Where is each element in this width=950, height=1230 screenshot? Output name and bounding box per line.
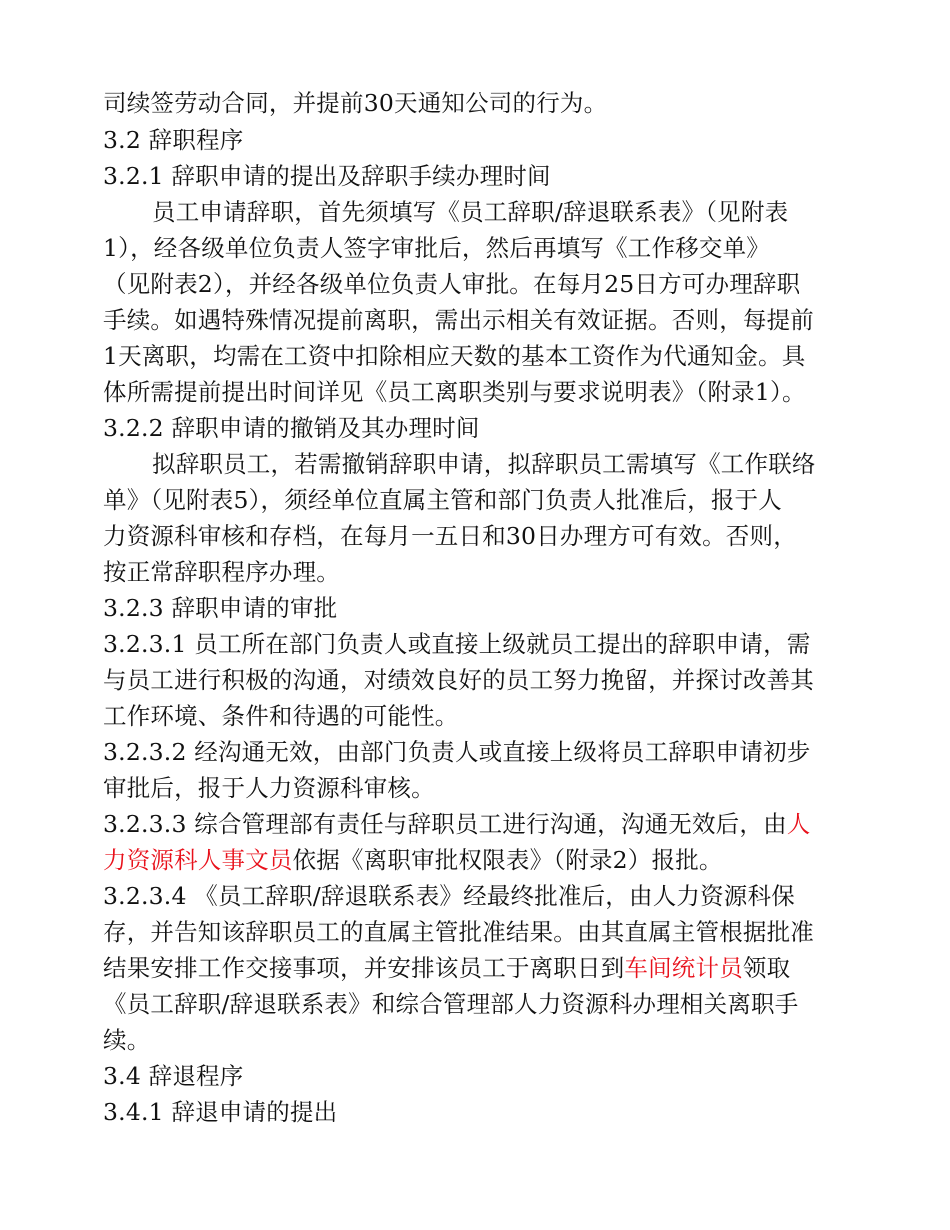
highlighted-text: 车间统计员 (624, 954, 743, 982)
text-line: 员工申请辞职，首先须填写《员工辞职/辞退联系表》（见附表 (152, 198, 789, 226)
text-segment: 依据《离职审批权限表》（附录2）报批。 (292, 846, 723, 874)
highlighted-text: 力资源科人事文员 (103, 846, 293, 874)
text-segment: 结果安排工作交接事项，并安排该员工于离职日到 (103, 954, 625, 982)
text-line: 与员工进行积极的沟通，对绩效良好的员工努力挽留，并探讨改善其 (103, 666, 814, 694)
text-line: 存，并告知该辞职员工的直属主管批准结果。由其直属主管根据批准 (103, 918, 814, 946)
text-line: 工作环境、条件和待遇的可能性。 (103, 702, 459, 730)
text-line: 体所需提前提出时间详见《员工离职类别与要求说明表》（附录1）。 (103, 378, 806, 406)
subsection-heading: 3.2.3 辞职申请的审批 (103, 594, 338, 622)
text-line: 手续。如遇特殊情况提前离职，需出示相关有效证据。否则，每提前 (103, 306, 814, 334)
text-line: 1），经各级单位负责人签字审批后，然后再填写《工作移交单》 (103, 234, 771, 262)
text-line: 续。 (103, 1026, 151, 1054)
text-segment: 领取 (742, 954, 791, 982)
text-line: 单》（见附表5），须经单位直属主管和部门负责人批准后，报于人 (103, 486, 782, 514)
text-line: 1天离职，均需在工资中扣除相应天数的基本工资作为代通知金。具 (103, 342, 806, 370)
subsection-heading: 3.4.1 辞退申请的提出 (103, 1098, 338, 1126)
text-line (103, 845, 723, 875)
text-line: （见附表2），并经各级单位负责人审批。在每月25日方可办理辞职 (103, 270, 801, 298)
text-segment: 3.2.3.3 综合管理部有责任与辞职员工进行沟通，沟通无效后，由 (103, 810, 787, 838)
section-heading: 3.4 辞退程序 (103, 1062, 244, 1090)
subsection-heading: 3.2.2 辞职申请的撤销及其办理时间 (103, 414, 480, 442)
highlighted-text: 人 (786, 810, 811, 838)
text-line: 《员工辞职/辞退联系表》和综合管理部人力资源科办理相关离职手 (103, 990, 799, 1018)
text-line: 审批后，报于人力资源科审核。 (103, 774, 435, 802)
subsection-heading: 3.2.1 辞职申请的提出及辞职手续办理时间 (103, 162, 551, 190)
text-line: 按正常辞职程序办理。 (103, 558, 340, 586)
text-line: 力资源科审核和存档，在每月一五日和30日办理方可有效。否则， (103, 522, 797, 550)
text-line: 3.2.3.4 《员工辞职/辞退联系表》经最终批准后，由人力资源科保 (103, 882, 795, 910)
text-line (103, 953, 790, 983)
text-line: 3.2.3.2 经沟通无效，由部门负责人或直接上级将员工辞职申请初步 (103, 738, 811, 766)
text-line (103, 809, 811, 839)
text-line: 司续签劳动合同，并提前30天通知公司的行为。 (103, 89, 608, 117)
section-heading: 3.2 辞职程序 (103, 126, 244, 154)
text-line: 3.2.3.1 员工所在部门负责人或直接上级就员工提出的辞职申请，需 (103, 630, 811, 658)
text-line: 拟辞职员工，若需撤销辞职申请，拟辞职员工需填写《工作联络 (152, 450, 816, 478)
